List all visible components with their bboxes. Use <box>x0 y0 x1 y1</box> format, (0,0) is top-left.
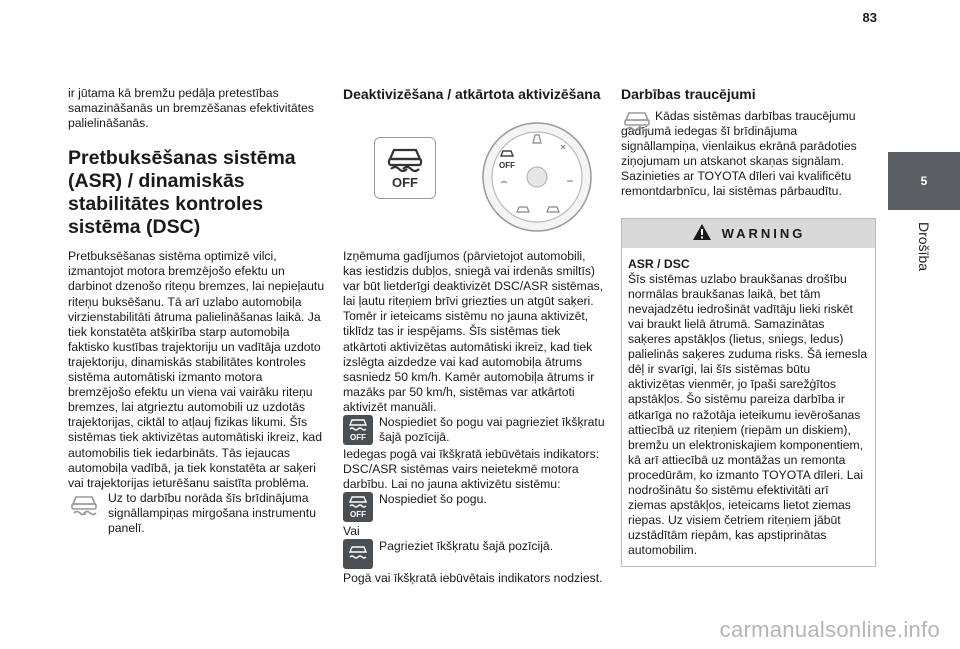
warning-title: WARNING <box>721 225 806 241</box>
section-heading-deactivation: Deaktivizēšana / atkārtota aktivizēšana <box>343 86 601 102</box>
section-heading: Pretbuksēšanas sistēma (ASR) / dinamiskās stabilitātes kontroles sistēma (DSC) <box>68 147 296 239</box>
warning-header <box>622 219 875 248</box>
chapter-label: Drošība <box>916 222 932 272</box>
deactivation-body: Izņēmuma gadījumos (pārvietojot automobili, kas iestidzis dubļos, sniegā vai irdenās smiltīs) var būt lietderīgi deaktivizēt DSC/ASR sistēmas, lai ļautu riteņiem brīvi griezties un atgūt saķeri. Tomēr ir ieteicams sistēmu no jauna aktivizēt, tiklīdz tas ir iespējams. Šīs sistēmas tiek atkārtoti aktivizētas automātiski ikreiz, kad tiek izslēgta aizdedze vai kad automobiļa ātrums sasniedz 50 km/h. Kamēr automobiļa ātrums ir mazāks par 50 km/h, sistēmas var atkārtoti aktivizēt manuāli. <box>343 249 604 414</box>
step-press-or-turn <box>343 415 606 447</box>
page-number: 83 <box>862 10 877 25</box>
step-press <box>343 492 606 524</box>
svg-text:OFF: OFF <box>350 510 366 520</box>
chapter-number: 5 <box>920 174 928 188</box>
step-turn <box>343 539 606 571</box>
warning-lamp-note-text: Uz to darbību norāda šīs brīdinājuma signāllampiņas mirgošana instrumentu panelī. <box>108 490 316 535</box>
skid-warning-icon <box>68 493 100 523</box>
section-body: Pretbuksēšanas sistēma optimizē vilci, izmantojot motora bremzējošo efektu un darbinot dzenošo riteņu bremzes, lai nepieļautu riteņu buksēšanu. Tā arī uzlabo automobiļa virzienstabilitāti ātruma palielināšanas laikā. Ja tiek konstatēta atšķirība starp automobiļa faktisko kustības trajektoriju un vadītāja uzdoto trajektoriju, dinamiskās stabilitātes kontroles sistēma automātiski izmanto motora bremzējošo efektu un viena vai vairāku riteņu bremzes, lai atgrieztu automobili uz uzdotās trajektorijas, ciktāl to atļauj fizikas likumi. Šīs sistēmas tiek aktivizētas automātiski ikreiz, kad automobilis tiek iedarbināts. Tās iejaucas automobiļa vadībā, ja tiek konstatēta ar saķeri vai trajektorijas ieturēšanu saistīta problēma. <box>68 249 325 490</box>
column-right <box>621 86 876 567</box>
indicator-off-text: Pogā vai īkšķratā iebūvētais indikators nodziest. <box>343 571 603 586</box>
malfunction-block <box>621 109 876 200</box>
warning-text: Šīs sistēmas uzlabo braukšanas drošību normālas braukšanas laikā, bet tām nevajadzētu iedrošināt vadītāju lieki riskēt vai braukt lielā ātrumā. Samazinātas saķeres apstākļos (lietus, sniegs, ledus) palielinās saķeres zuduma risks. Šā iemesla dēļ ir svarīgi, lai šīs sistēmas būtu aktivizētas vienmēr, jo īpaši sarežģītos apstākļos. Šo sistēmu pareiza darbība ir atkarīga no ražotāja ieteikumu ievērošanas attiecībā uz riteņiem (riepām un diskiem), bremžu un elektroniskajiem komponentiem, kā arī attiecībā uz montāžas un remonta procedūrām, ko izmanto TOYOTA dīleri. Lai nodrošinātu šo sistēmu efektivitāti arī ziemas apstākļos, ieteicams lietot ziemas riepas. Uz visiem četriem riteņiem jābūt uzstādītām riepām, kas apstiprinātas automobilim. <box>628 271 868 558</box>
svg-text:OFF: OFF <box>499 161 515 170</box>
column-left <box>68 86 326 536</box>
dial-illustration <box>481 121 593 237</box>
off-label: OFF <box>392 175 418 190</box>
chapter-tab[interactable] <box>888 152 960 210</box>
malfunction-body: Kādas sistēmas darbības traucējumu gadījumā iedegas šī brīdinājuma signāllampiņa, vienlaikus ekrānā parādoties ziņojumam un atskanot skaņas signālam. Sazinieties ar TOYOTA dīleri vai kvalificētu remontdarbnīcu, lai sistēmas pārbaudītu. <box>621 109 857 199</box>
intro-text: ir jūtama kā bremžu pedāļa pretestības samazināšanās un bremzēšanas efektivitātes palielināšanās. <box>68 86 314 131</box>
skid-warning-icon <box>621 109 653 139</box>
dsc-on-icon <box>343 539 373 569</box>
column-middle <box>343 86 606 587</box>
indicator-on-text: Iedegas pogā vai īkšķratā iebūvētais indikators: DSC/ASR sistēmas vairs neietekmē motora darbību. Lai no jauna aktivizētu sistēmu: <box>343 447 600 492</box>
or-text: Vai <box>343 524 360 539</box>
warning-triangle-icon <box>692 223 712 244</box>
warning-lamp-note <box>68 491 326 536</box>
step-turn-text: Pagrieziet īkšķratu šajā pozīcijā. <box>379 539 554 554</box>
warning-box <box>621 218 876 568</box>
section-heading-malfunction: Darbības traucējumi <box>621 86 756 102</box>
svg-text:OFF: OFF <box>350 433 366 443</box>
step-press-or-turn-text: Nospiediet šo pogu vai pagrieziet īkšķratu šajā pozīcijā. <box>379 415 605 445</box>
dsc-off-icon <box>343 415 373 445</box>
warning-subtitle: ASR / DSC <box>628 256 690 271</box>
step-press-text: Nospiediet šo pogu. <box>379 492 487 507</box>
dsc-off-icon <box>343 492 373 522</box>
watermark: carmanualsonline.info <box>719 617 940 642</box>
figures <box>343 119 606 239</box>
warning-body <box>622 248 875 567</box>
dsc-off-button-illustration <box>374 137 436 199</box>
